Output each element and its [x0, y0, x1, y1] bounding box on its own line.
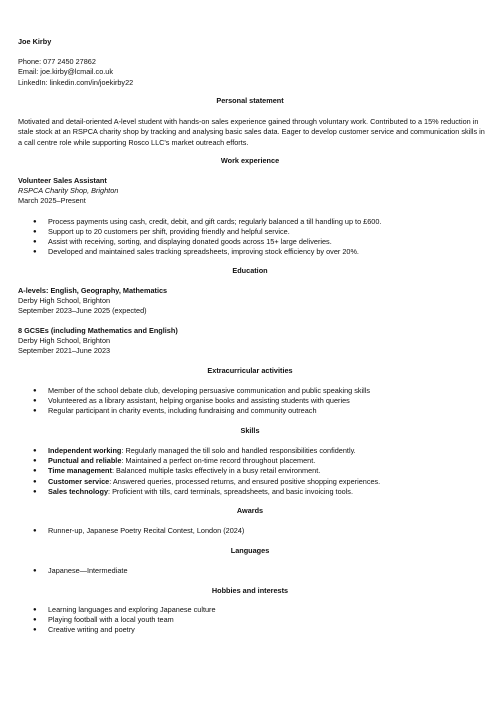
work-entry: [18, 176, 488, 257]
skill-text: : Regularly managed the till solo and handled responsibilities confidently.: [121, 446, 356, 455]
skill-item: [18, 456, 488, 466]
personal-statement-text: Motivated and detail-oriented A-level student with hands-on sales experience gained through voluntary work. Contributed to a 15% reduction in stale stock at an RSPCA charity shop by tracking and analysing basic sales data. Eager to develop customer service and communication skills in a call centre role while supporting Rosco LLC's market outreach efforts.: [18, 117, 485, 147]
extracurricular-heading: Extracurricular activities: [207, 366, 293, 375]
skill-item: [18, 487, 488, 497]
skills-heading: Skills: [240, 426, 260, 435]
list-item: ● Japanese—Intermediate: [18, 566, 488, 576]
job-organisation: RSPCA Charity Shop, Brighton: [18, 186, 119, 196]
skills-list: [18, 446, 488, 497]
education-title: 8 GCSEs (including Mathematics and English): [18, 326, 178, 335]
skill-label: Independent working: [48, 446, 122, 455]
phone-line: Phone: 077 2450 27862: [18, 57, 96, 67]
skills-section: [18, 446, 488, 497]
skill-label: Sales technology: [48, 486, 109, 496]
job-title: Volunteer Sales Assistant: [18, 176, 107, 185]
list-item: ● Support up to 20 customers per shift, providing friendly and helpful service.: [18, 227, 488, 237]
hobbies-heading: Hobbies and interests: [211, 586, 289, 595]
linkedin-line: LinkedIn: linkedin.com/in/joekirby22: [18, 77, 134, 87]
education-title: A-levels: English, Geography, Mathematics: [18, 286, 168, 295]
skill-label: Punctual and reliable: [48, 456, 122, 466]
personal-statement-heading: Personal statement: [216, 96, 284, 105]
education-dates: September 2023–June 2025 (expected): [18, 306, 147, 316]
skill-item: [18, 466, 488, 476]
cv-header: [18, 37, 133, 88]
education-entry: [18, 286, 488, 317]
hobbies-section: [18, 605, 488, 636]
skill-text: : Proficient with tills, card terminals, spreadsheets, and basic invoicing tools.: [108, 486, 353, 496]
job-dates: March 2025–Present: [18, 196, 86, 206]
skill-text: : Answered queries, processed returns, and ensured positive shopping experiences.: [109, 476, 381, 486]
list-item: ● Process payments using cash, credit, debit, and gift cards; regularly balanced a till handling up to £600.: [18, 217, 488, 227]
list-item: ● Member of the school debate club, developing persuasive communication and public speaking skills: [18, 386, 488, 396]
languages-section: [18, 566, 488, 576]
list-item: ● Learning languages and exploring Japanese culture: [18, 605, 488, 615]
education-entry: [18, 326, 488, 357]
list-item: ● Regular participant in charity events, including fundraising and community outreach: [18, 406, 488, 416]
awards-section: [18, 526, 488, 536]
list-item: ● Volunteered as a library assistant, helping organise books and assisting students with queries: [18, 396, 488, 406]
skill-label: Time management: [48, 466, 112, 476]
education-dates: September 2021–June 2023: [18, 346, 111, 356]
education-school: Derby High School, Brighton: [18, 296, 111, 306]
skill-item: [18, 477, 488, 487]
candidate-name: Joe Kirby: [18, 37, 52, 46]
extracurricular-list: [18, 386, 488, 417]
list-item: ● Playing football with a local youth team: [18, 615, 488, 625]
list-item: ● Runner-up, Japanese Poetry Recital Contest, London (2024): [18, 526, 488, 536]
skill-label: Customer service: [48, 476, 110, 486]
job-bullet-list: [18, 217, 488, 258]
education-heading: Education: [232, 266, 268, 275]
list-item: ● Assist with receiving, sorting, and displaying donated goods across 15+ large deliveries.: [18, 237, 488, 247]
languages-list: [18, 566, 488, 576]
contact-details: [18, 57, 133, 88]
extracurricular-section: [18, 386, 488, 417]
email-line: Email: joe.kirby@lcmail.co.uk: [18, 67, 113, 77]
work-experience-heading: Work experience: [220, 156, 280, 165]
languages-heading: Languages: [230, 546, 270, 555]
awards-list: [18, 526, 488, 536]
education-school: Derby High School, Brighton: [18, 336, 111, 346]
hobbies-list: [18, 605, 488, 636]
list-item: ● Developed and maintained sales tracking spreadsheets, improving stock efficiency by over 20%.: [18, 247, 488, 257]
list-item: ● Creative writing and poetry: [18, 625, 488, 635]
skill-text: : Balanced multiple tasks effectively in a busy retail environment.: [111, 466, 321, 476]
skill-text: : Maintained a perfect on-time record throughout placement.: [121, 456, 316, 466]
skill-item: [18, 446, 488, 456]
awards-heading: Awards: [236, 506, 264, 515]
